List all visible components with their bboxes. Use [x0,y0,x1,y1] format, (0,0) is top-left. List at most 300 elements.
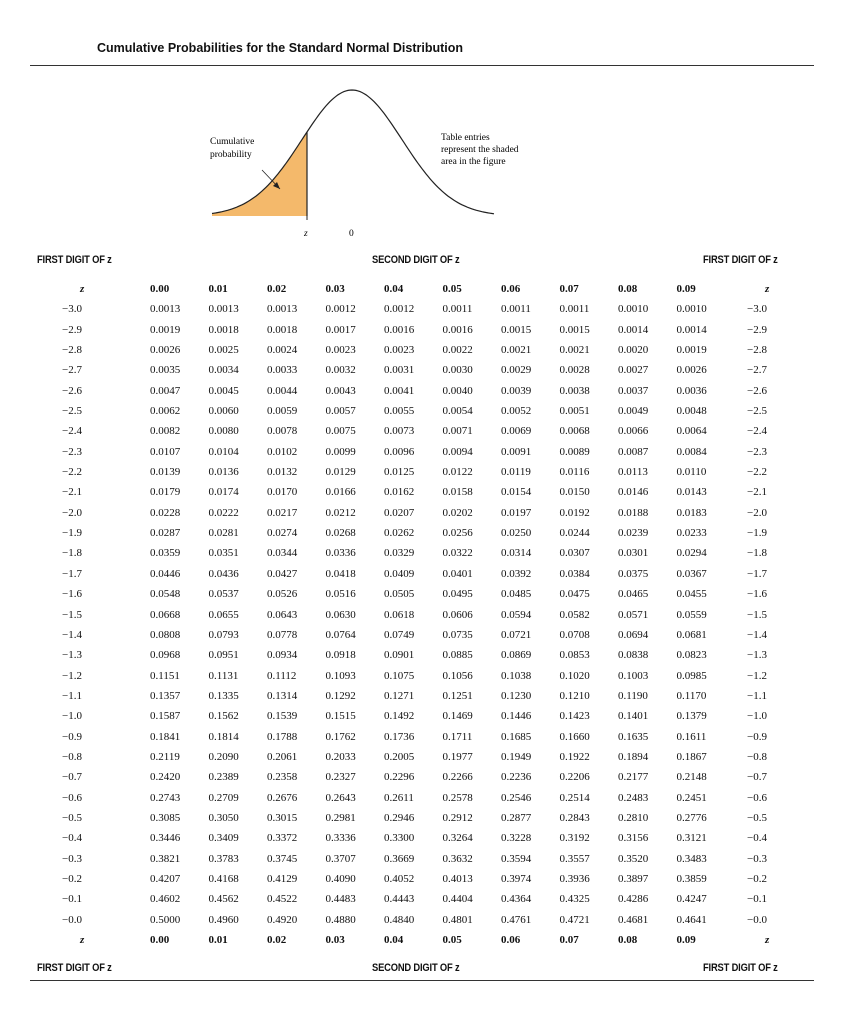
probability-cell: 0.4681 [618,913,649,926]
probability-cell: 0.2236 [501,771,532,784]
probability-cell: 0.0885 [442,649,473,662]
probability-cell: 0.2206 [559,771,590,784]
row-z-value-right: −0.3 [747,852,767,865]
probability-cell: 0.2611 [384,791,414,804]
row-z-value: −2.3 [62,445,82,458]
probability-cell: 0.1515 [325,710,356,723]
row-z-value-right: −0.5 [747,811,767,824]
probability-cell: 0.0018 [208,323,239,336]
probability-cell: 0.0192 [559,506,590,519]
probability-cell: 0.0344 [267,547,298,560]
column-footer-row [50,930,835,950]
table-row [50,605,835,625]
probability-cell: 0.2296 [384,771,415,784]
probability-cell: 0.2148 [676,771,707,784]
probability-cell: 0.0099 [325,445,356,458]
probability-cell: 0.0427 [267,567,298,580]
header-second-digit: 0.02 [267,283,287,295]
probability-cell: 0.2946 [384,811,415,824]
probability-cell: 0.0409 [384,567,415,580]
table-row [50,421,835,441]
probability-cell: 0.0268 [325,527,356,540]
probability-cell: 0.1112 [267,669,297,682]
probability-cell: 0.1003 [618,669,649,682]
header-second-digit: 0.06 [501,283,521,295]
row-z-value: −3.0 [62,303,82,316]
probability-cell: 0.0233 [676,527,707,540]
probability-cell: 0.0808 [150,628,181,641]
probability-cell: 0.0256 [442,527,473,540]
row-z-value-right: −1.4 [747,628,767,641]
probability-cell: 0.1190 [618,689,648,702]
row-z-value-right: −1.1 [747,689,767,702]
probability-cell: 0.1292 [325,689,356,702]
probability-cell: 0.0125 [384,466,415,479]
probability-cell: 0.5000 [150,913,181,926]
probability-cell: 0.0367 [676,567,707,580]
probability-cell: 0.4483 [325,893,356,906]
probability-cell: 0.2033 [325,750,356,763]
probability-cell: 0.0222 [208,506,239,519]
row-z-value: −1.1 [62,689,82,702]
probability-cell: 0.2061 [267,750,298,763]
probability-cell: 0.4602 [150,893,181,906]
probability-cell: 0.0162 [384,486,415,499]
table-row [50,666,835,686]
probability-cell: 0.0044 [267,384,298,397]
probability-cell: 0.0094 [442,445,473,458]
probability-cell: 0.0116 [559,466,590,479]
probability-cell: 0.0010 [618,303,649,316]
probability-cell: 0.4168 [208,872,239,885]
probability-cell: 0.0401 [442,567,473,580]
probability-cell: 0.3483 [676,852,707,865]
probability-cell: 0.4325 [559,893,590,906]
probability-cell: 0.0212 [325,506,356,519]
table-entries-label-line1: Table entries [441,133,490,143]
probability-cell: 0.0681 [676,628,707,641]
probability-cell: 0.3228 [501,832,532,845]
header-second-digit: 0.07 [559,283,579,295]
probability-cell: 0.0139 [150,466,181,479]
probability-cell: 0.1867 [676,750,707,763]
probability-cell: 0.0446 [150,567,181,580]
table-row [50,340,835,360]
table-row [50,686,835,706]
probability-cell: 0.4364 [501,893,532,906]
probability-cell: 0.0019 [676,344,707,357]
probability-cell: 0.0021 [559,344,590,357]
row-z-value: −1.3 [62,649,82,662]
probability-cell: 0.0749 [384,628,415,641]
probability-cell: 0.4562 [208,893,239,906]
probability-cell: 0.4090 [325,872,356,885]
probability-cell: 0.0314 [501,547,532,560]
table-row [50,727,835,747]
probability-cell: 0.0778 [267,628,298,641]
header-second-digit: 0.05 [442,283,462,295]
row-z-value: −2.7 [62,364,82,377]
probability-cell: 0.3669 [384,852,415,865]
probability-cell: 0.4207 [150,872,181,885]
probability-cell: 0.0166 [325,486,356,499]
probability-cell: 0.1056 [442,669,473,682]
probability-cell: 0.0618 [384,608,415,621]
probability-cell: 0.0078 [267,425,298,438]
row-z-value-right: −0.0 [747,913,767,926]
row-z-value-right: −0.2 [747,872,767,885]
probability-cell: 0.1271 [384,689,415,702]
probability-cell: 0.4052 [384,872,415,885]
probability-cell: 0.0013 [208,303,239,316]
probability-cell: 0.4129 [267,872,298,885]
probability-cell: 0.1660 [559,730,590,743]
table-row [50,747,835,767]
probability-cell: 0.0183 [676,506,707,519]
row-z-value-right: −1.8 [747,547,767,560]
probability-cell: 0.2743 [150,791,181,804]
probability-cell: 0.1492 [384,710,415,723]
probability-cell: 0.1635 [618,730,649,743]
probability-cell: 0.0023 [325,344,356,357]
footer-second-digit: 0.09 [676,934,696,946]
row-z-value-right: −1.3 [747,649,767,662]
probability-cell: 0.0838 [618,649,649,662]
probability-cell: 0.0571 [618,608,649,621]
probability-cell: 0.0011 [559,303,590,316]
probability-cell: 0.4880 [325,913,356,926]
row-z-value-right: −1.6 [747,588,767,601]
probability-cell: 0.0244 [559,527,590,540]
row-z-value: −1.6 [62,588,82,601]
probability-cell: 0.0170 [267,486,298,499]
row-z-value-right: −2.0 [747,506,767,519]
probability-cell: 0.3974 [501,872,532,885]
probability-cell: 0.1814 [208,730,239,743]
probability-cell: 0.3783 [208,852,239,865]
probability-cell: 0.0021 [501,344,532,357]
probability-cell: 0.0043 [325,384,356,397]
probability-cell: 0.0062 [150,405,181,418]
z-table-body [50,299,835,930]
probability-cell: 0.0041 [384,384,415,397]
table-row [50,360,835,380]
probability-cell: 0.0485 [501,588,532,601]
table-row [50,808,835,828]
probability-cell: 0.0011 [442,303,473,316]
probability-cell: 0.0934 [267,649,298,662]
probability-cell: 0.0643 [267,608,298,621]
probability-cell: 0.3859 [676,872,707,885]
probability-cell: 0.1401 [618,710,649,723]
probability-cell: 0.0013 [150,303,181,316]
probability-cell: 0.2177 [618,771,649,784]
probability-cell: 0.4404 [442,893,473,906]
probability-cell: 0.0048 [676,405,707,418]
probability-cell: 0.0455 [676,588,707,601]
probability-cell: 0.4522 [267,893,298,906]
row-z-value-right: −2.8 [747,344,767,357]
probability-cell: 0.1230 [501,689,532,702]
probability-cell: 0.2776 [676,811,707,824]
row-z-value: −0.3 [62,852,82,865]
probability-cell: 0.4443 [384,893,415,906]
row-z-value: −0.4 [62,832,82,845]
axis-zero-label: 0 [349,229,354,239]
probability-cell: 0.3372 [267,832,298,845]
probability-cell: 0.1314 [267,689,298,702]
probability-cell: 0.3085 [150,811,181,824]
probability-cell: 0.1251 [442,689,473,702]
probability-cell: 0.0022 [442,344,473,357]
row-z-value-right: −0.7 [747,771,767,784]
probability-cell: 0.0202 [442,506,473,519]
row-z-value: −2.8 [62,344,82,357]
table-row [50,706,835,726]
header-second-digit: 0.03 [325,283,345,295]
row-z-value-right: −0.9 [747,730,767,743]
probability-cell: 0.0075 [325,425,356,438]
probability-cell: 0.0028 [559,364,590,377]
column-header-row [50,279,835,299]
probability-cell: 0.2546 [501,791,532,804]
probability-cell: 0.0359 [150,547,181,560]
header-second-digit: 0.00 [150,283,170,295]
probability-cell: 0.1335 [208,689,239,702]
probability-cell: 0.1611 [676,730,707,743]
probability-cell: 0.0322 [442,547,473,560]
probability-cell: 0.0197 [501,506,532,519]
probability-cell: 0.2643 [325,791,356,804]
probability-cell: 0.0129 [325,466,356,479]
probability-cell: 0.0037 [618,384,649,397]
table-row [50,869,835,889]
probability-cell: 0.0110 [676,466,707,479]
row-z-value-right: −2.7 [747,364,767,377]
probability-cell: 0.3336 [325,832,356,845]
probability-cell: 0.2090 [208,750,239,763]
probability-cell: 0.4801 [442,913,473,926]
z-table [50,279,835,950]
probability-cell: 0.1539 [267,710,298,723]
footer-second-digit: 0.04 [384,934,404,946]
probability-cell: 0.0045 [208,384,239,397]
probability-cell: 0.0307 [559,547,590,560]
probability-cell: 0.1446 [501,710,532,723]
table-row [50,462,835,482]
probability-cell: 0.0017 [325,323,356,336]
probability-cell: 0.1151 [150,669,180,682]
probability-cell: 0.0029 [501,364,532,377]
footer-second-digit: 0.08 [618,934,638,946]
row-z-value-right: −2.5 [747,405,767,418]
probability-cell: 0.3121 [676,832,707,845]
probability-cell: 0.4247 [676,893,707,906]
probability-cell: 0.0274 [267,527,298,540]
probability-cell: 0.0033 [267,364,298,377]
row-z-value: −2.0 [62,506,82,519]
header-second-digit: 0.04 [384,283,404,295]
probability-cell: 0.2578 [442,791,473,804]
table-row [50,401,835,421]
probability-cell: 0.4721 [559,913,590,926]
probability-cell: 0.0823 [676,649,707,662]
second-digit-header: SECOND DIGIT OF z [372,254,460,266]
probability-cell: 0.0057 [325,405,356,418]
probability-cell: 0.3409 [208,832,239,845]
probability-cell: 0.0537 [208,588,239,601]
probability-cell: 0.0495 [442,588,473,601]
probability-cell: 0.0526 [267,588,298,601]
probability-cell: 0.0336 [325,547,356,560]
probability-cell: 0.1949 [501,750,532,763]
probability-cell: 0.0080 [208,425,239,438]
probability-cell: 0.0853 [559,649,590,662]
probability-cell: 0.3264 [442,832,473,845]
probability-cell: 0.3300 [384,832,415,845]
row-z-value: −0.7 [62,771,82,784]
probability-cell: 0.0436 [208,567,239,580]
probability-cell: 0.0059 [267,405,298,418]
probability-cell: 0.0351 [208,547,239,560]
probability-cell: 0.1357 [150,689,181,702]
probability-cell: 0.0146 [618,486,649,499]
table-row [50,889,835,909]
probability-cell: 0.0721 [501,628,532,641]
probability-cell: 0.2327 [325,771,356,784]
probability-cell: 0.2877 [501,811,532,824]
row-z-value-right: −1.2 [747,669,767,682]
probability-cell: 0.0068 [559,425,590,438]
probability-cell: 0.0026 [150,344,181,357]
table-row [50,910,835,930]
probability-cell: 0.0019 [150,323,181,336]
row-z-value: −1.8 [62,547,82,560]
probability-cell: 0.0069 [501,425,532,438]
probability-cell: 0.2912 [442,811,473,824]
probability-cell: 0.0047 [150,384,181,397]
probability-cell: 0.0015 [559,323,590,336]
probability-cell: 0.0016 [384,323,415,336]
probability-cell: 0.0228 [150,506,181,519]
probability-cell: 0.0281 [208,527,239,540]
probability-cell: 0.3594 [501,852,532,865]
row-z-value: −1.7 [62,567,82,580]
probability-cell: 0.3192 [559,832,590,845]
probability-cell: 0.1379 [676,710,707,723]
probability-cell: 0.0096 [384,445,415,458]
probability-cell: 0.0764 [325,628,356,641]
probability-cell: 0.1131 [208,669,239,682]
probability-cell: 0.0136 [208,466,239,479]
probability-cell: 0.0060 [208,405,239,418]
probability-cell: 0.1685 [501,730,532,743]
table-row [50,849,835,869]
header-second-digit: 0.01 [208,283,228,295]
probability-cell: 0.0013 [267,303,298,316]
probability-cell: 0.1894 [618,750,649,763]
probability-cell: 0.0158 [442,486,473,499]
probability-cell: 0.2483 [618,791,649,804]
probability-cell: 0.0582 [559,608,590,621]
probability-cell: 0.0150 [559,486,590,499]
probability-cell: 0.0055 [384,405,415,418]
probability-cell: 0.2005 [384,750,415,763]
probability-cell: 0.2709 [208,791,239,804]
row-z-value: −1.0 [62,710,82,723]
row-z-value-right: −2.4 [747,425,767,438]
probability-cell: 0.2420 [150,771,181,784]
probability-cell: 0.4960 [208,913,239,926]
row-z-value: −0.1 [62,893,82,906]
second-digit-footer: SECOND DIGIT OF z [372,962,460,974]
table-row [50,767,835,787]
probability-cell: 0.0107 [150,445,181,458]
table-row [50,482,835,502]
probability-cell: 0.2389 [208,771,239,784]
probability-cell: 0.0102 [267,445,298,458]
probability-cell: 0.0023 [384,344,415,357]
probability-cell: 0.0031 [384,364,415,377]
footer-z-label: z [80,934,85,946]
probability-cell: 0.3821 [150,852,181,865]
probability-cell: 0.0066 [618,425,649,438]
probability-cell: 0.4641 [676,913,707,926]
probability-cell: 0.0049 [618,405,649,418]
row-z-value-right: −2.2 [747,466,767,479]
footer-second-digit: 0.06 [501,934,521,946]
probability-cell: 0.1711 [442,730,473,743]
probability-cell: 0.1423 [559,710,590,723]
probability-cell: 0.0016 [442,323,473,336]
probability-cell: 0.0010 [676,303,707,316]
table-row [50,645,835,665]
probability-cell: 0.4920 [267,913,298,926]
row-z-value: −2.4 [62,425,82,438]
probability-cell: 0.3446 [150,832,181,845]
probability-cell: 0.4840 [384,913,415,926]
row-z-value-right: −0.1 [747,893,767,906]
row-z-value: −2.1 [62,486,82,499]
probability-cell: 0.0655 [208,608,239,621]
header-second-digit: 0.09 [676,283,696,295]
probability-cell: 0.2514 [559,791,590,804]
probability-cell: 0.1587 [150,710,181,723]
probability-cell: 0.0030 [442,364,473,377]
probability-cell: 0.3707 [325,852,356,865]
row-z-value-right: −0.6 [747,791,767,804]
probability-cell: 0.0027 [618,364,649,377]
footer-second-digit: 0.03 [325,934,345,946]
probability-cell: 0.3936 [559,872,590,885]
probability-cell: 0.0606 [442,608,473,621]
probability-cell: 0.0465 [618,588,649,601]
footer-second-digit: 0.00 [150,934,170,946]
probability-cell: 0.0869 [501,649,532,662]
probability-cell: 0.0119 [501,466,531,479]
normal-curve-figure [0,0,844,250]
page-title: Cumulative Probabilities for the Standard Normal Distribution [97,41,464,55]
row-z-value: −0.9 [62,730,82,743]
probability-cell: 0.0011 [501,303,531,316]
table-row [50,442,835,462]
probability-cell: 0.0034 [208,364,239,377]
probability-cell: 0.0036 [676,384,707,397]
probability-cell: 0.0091 [501,445,532,458]
probability-cell: 0.0559 [676,608,707,621]
table-entries-label-line3: area in the figure [441,157,506,167]
probability-cell: 0.0054 [442,405,473,418]
